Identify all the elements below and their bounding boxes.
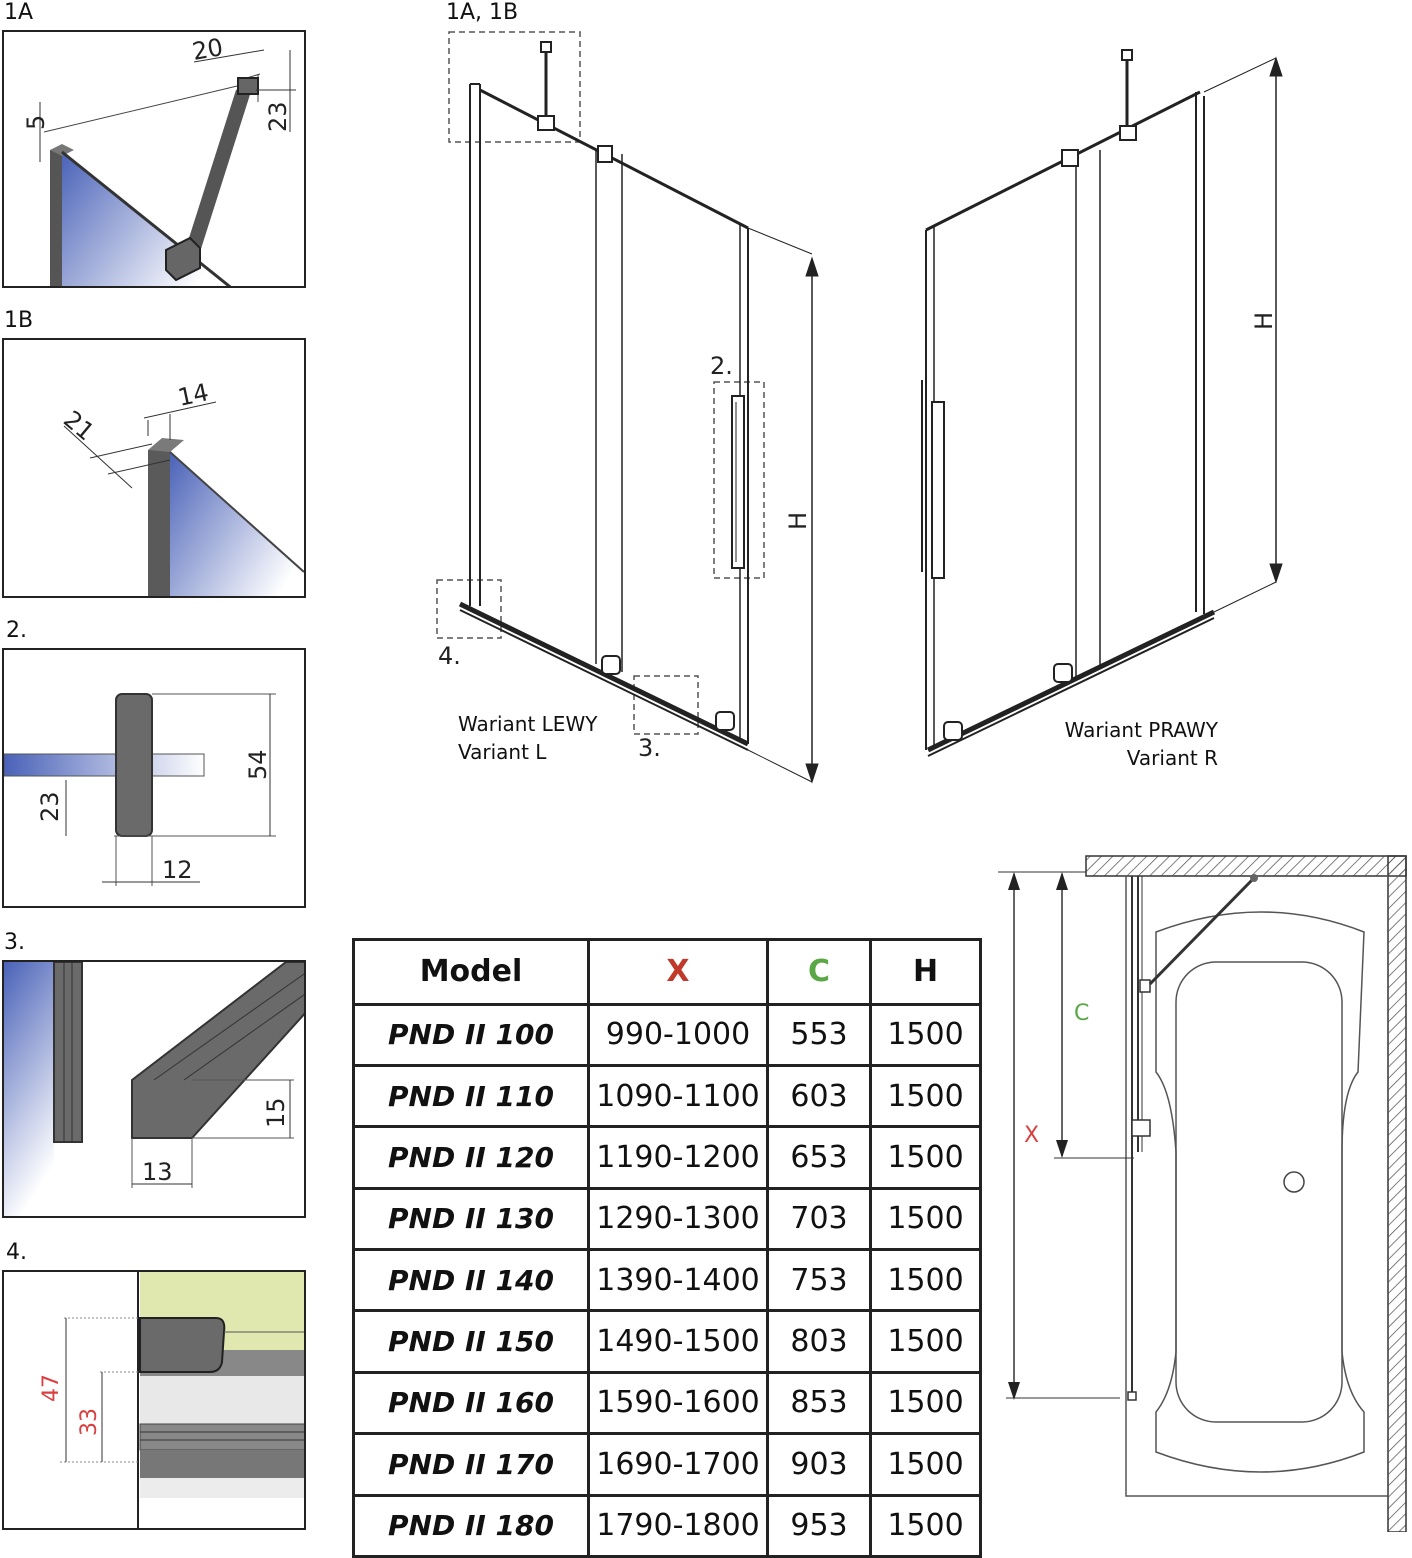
variant-right-pl: Wariant PRAWY (1064, 718, 1218, 742)
panel-3-label: 3. (4, 930, 25, 955)
detail-panel-4 (2, 1270, 306, 1530)
table-row (354, 1250, 981, 1311)
panel-4-label: 4. (6, 1240, 27, 1265)
model-cell: PND II 180 (354, 1495, 589, 1556)
c-cell: 853 (768, 1372, 871, 1433)
model-spec-table (352, 938, 982, 1558)
h-cell: 1500 (871, 1127, 981, 1188)
model-cell: PND II 170 (354, 1434, 589, 1495)
c-cell: 753 (768, 1250, 871, 1311)
callout-2: 2. (710, 352, 733, 380)
x-cell: 1790-1800 (589, 1495, 768, 1556)
h-cell: 1500 (871, 1188, 981, 1249)
model-cell: PND II 100 (354, 1004, 589, 1065)
x-cell: 1690-1700 (589, 1434, 768, 1495)
x-cell: 1090-1100 (589, 1065, 768, 1126)
x-cell: 1390-1400 (589, 1250, 768, 1311)
h-cell: 1500 (871, 1495, 981, 1556)
dim-33: 33 (77, 1408, 102, 1436)
table-row (354, 1188, 981, 1249)
plan-x-label: X (1024, 1123, 1040, 1148)
table-header-row (354, 940, 981, 1005)
c-cell: 653 (768, 1127, 871, 1188)
model-cell: PND II 150 (354, 1311, 589, 1372)
c-cell: 903 (768, 1434, 871, 1495)
panel-1b-label: 1B (4, 308, 34, 333)
x-cell: 1290-1300 (589, 1188, 768, 1249)
variant-right-en: Variant R (1126, 746, 1218, 770)
dim-23-a: 23 (264, 101, 292, 132)
table-row (354, 1495, 981, 1556)
header-model: Model (354, 940, 589, 1005)
c-cell: 953 (768, 1495, 871, 1556)
header-x: X (589, 940, 768, 1005)
dim-12: 12 (162, 856, 193, 884)
dim-13: 13 (142, 1158, 173, 1186)
c-cell: 603 (768, 1065, 871, 1126)
table-row (354, 1434, 981, 1495)
panel-2-label: 2. (6, 618, 27, 643)
variant-left-caption (458, 710, 597, 766)
table-row (354, 1004, 981, 1065)
h-cell: 1500 (871, 1250, 981, 1311)
dim-21: 21 (58, 405, 100, 447)
dim-20: 20 (190, 33, 226, 66)
detail-panel-3 (2, 960, 306, 1218)
table-row (354, 1372, 981, 1433)
callout-3: 3. (638, 734, 661, 762)
plan-c-label: C (1074, 1001, 1090, 1026)
c-cell: 553 (768, 1004, 871, 1065)
h-cell: 1500 (871, 1004, 981, 1065)
h-cell: 1500 (871, 1434, 981, 1495)
height-label-left: H (784, 511, 812, 530)
callout-4: 4. (438, 642, 461, 670)
model-cell: PND II 130 (354, 1188, 589, 1249)
variant-left-en: Variant L (458, 740, 547, 764)
table-row (354, 1065, 981, 1126)
model-cell: PND II 110 (354, 1065, 589, 1126)
x-cell: 1190-1200 (589, 1127, 768, 1188)
roller-profile (140, 1318, 224, 1372)
table-row (354, 1311, 981, 1372)
dim-47: 47 (39, 1374, 64, 1402)
table-row (354, 1127, 981, 1188)
header-h: H (871, 940, 981, 1005)
variant-left-pl: Wariant LEWY (458, 712, 598, 736)
h-cell: 1500 (871, 1372, 981, 1433)
header-c: C (768, 940, 871, 1005)
x-cell: 1590-1600 (589, 1372, 768, 1433)
c-cell: 703 (768, 1188, 871, 1249)
x-cell: 1490-1500 (589, 1311, 768, 1372)
plan-view (992, 852, 1412, 1532)
model-cell: PND II 120 (354, 1127, 589, 1188)
c-cell: 803 (768, 1311, 871, 1372)
panel-1a-label: 1A (4, 0, 34, 25)
model-cell: PND II 160 (354, 1372, 589, 1433)
h-cell: 1500 (871, 1065, 981, 1126)
dim-5: 5 (22, 114, 50, 130)
variant-right-view (922, 50, 1282, 756)
variant-right-caption (1054, 716, 1218, 772)
model-cell: PND II 140 (354, 1250, 589, 1311)
height-label-right: H (1250, 311, 1278, 330)
x-cell: 990-1000 (589, 1004, 768, 1065)
dim-15: 15 (262, 1097, 290, 1128)
callout-1a-1b: 1A, 1B (446, 0, 519, 25)
dim-54: 54 (244, 749, 272, 780)
h-cell: 1500 (871, 1311, 981, 1372)
dim-14: 14 (175, 378, 212, 412)
variant-left-view (437, 32, 818, 782)
dim-23-b: 23 (36, 791, 64, 822)
